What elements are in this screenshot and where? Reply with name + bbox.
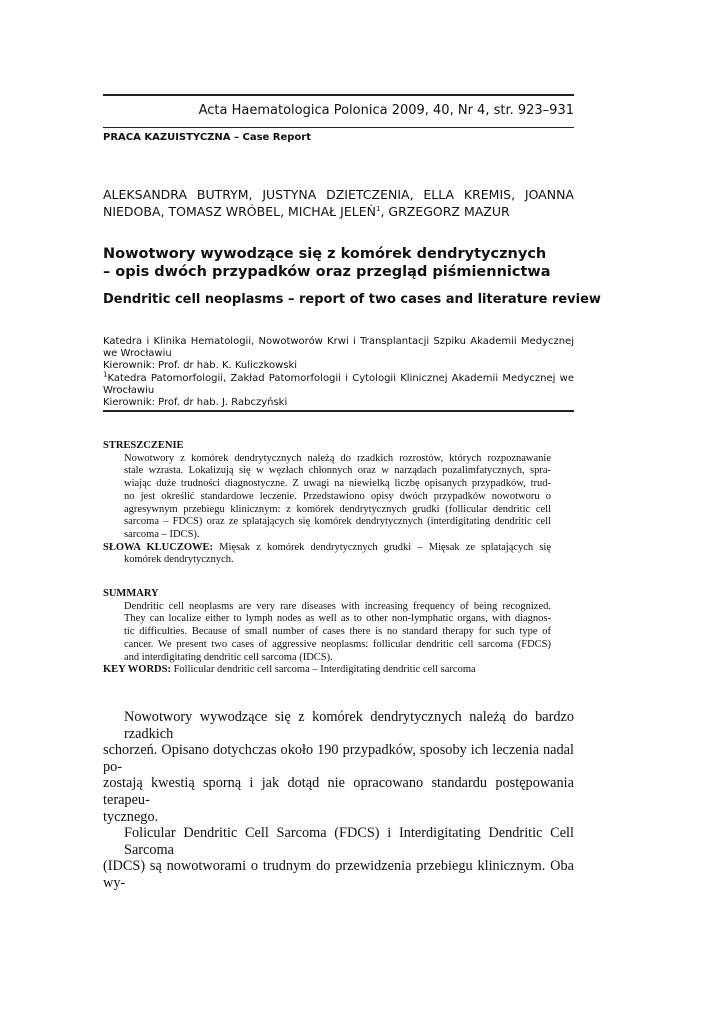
body-line: (IDCS) są nowotworami o trudnym do przewidzenia przebiegu klinicznym. Oba wy-	[103, 858, 574, 891]
affiliation-line: Wrocławiu	[103, 384, 155, 396]
article-title-english: Dendritic cell neoplasms – report of two cases and literature review	[103, 292, 601, 307]
summary-line: tic difficulties. Because of small number of cases there is no standard therapy for such type of	[124, 626, 551, 638]
abstract-line: no jest określić standardowe leczenie. Przedstawiono opisy dwóch przypadków nowotworu o	[124, 490, 551, 502]
affiliation-line: we Wrocławiu	[103, 348, 172, 360]
author-line-2: NIEDOBA, TOMASZ WRÓBEL, MICHAŁ JELEŃ$^1$, GRZEGORZ MAZUR	[103, 204, 510, 219]
author-line-1: ALEKSANDRA BUTRYM, JUSTYNA DZIETCZENIA, ELLA KREMIS, JOANNA	[103, 187, 574, 202]
streszczenie-text	[103, 453, 551, 542]
summary-line: and interdigitating dendritic cell sarcoma (IDCS).	[124, 651, 333, 663]
body-line: schorzeń. Opisano dotychczas około 190 przypadków, sposoby ich leczenia nadal po-	[103, 742, 574, 775]
streszczenie-section	[103, 440, 551, 567]
header-bottom-rule	[103, 127, 574, 128]
summary-line: They can localize either to lymph nodes as well as to other non-lymphatic organs, with diagnos-	[124, 613, 551, 625]
section-label: PRACA KAZUISTYCZNA – Case Report	[103, 132, 312, 143]
summary-text	[103, 601, 551, 665]
header-top-rule	[103, 94, 574, 96]
summary-line: Dendritic cell neoplasms are very rare diseases with increasing frequency of being recognized.	[124, 600, 551, 612]
author-list	[103, 186, 574, 220]
abstract-line: wiając duże trudności diagnostyczne. Z uwagi na niewielką liczbę opisanych przypadków, trud-	[124, 478, 551, 490]
body-line: Folicular Dendritic Cell Sarcoma (FDCS) i Interdigitating Dendritic Cell Sarcoma	[124, 825, 574, 858]
english-keywords: KEY WORDS: Follicular dendritic cell sarcoma – Interdigitating dendritic cell sarcoma	[103, 664, 476, 676]
streszczenie-heading: STRESZCZENIE	[103, 440, 184, 451]
affiliation-head: Kierownik: Prof. dr hab. J. Rabczyński	[103, 397, 288, 409]
summary-section	[103, 588, 551, 677]
polish-keywords: SŁOWA KLUCZOWE: Mięsak z komórek dendrytycznych grudki – Mięsak ze splatających się	[103, 541, 551, 553]
journal-reference: Acta Haematologica Polonica 2009, 40, Nr 4, str. 923–931	[198, 103, 574, 118]
article-title-polish: Nowotwory wywodzące się z komórek dendrytycznych – opis dwóch przypadków oraz przegląd piśmiennictwa	[103, 246, 551, 280]
abstract-line: stale wzrasta. Lokalizują się w węzłach chłonnych oraz w narządach pozalimfatycznych, spra-	[124, 465, 551, 477]
abstract-line: Nowotwory z komórek dendrytycznych należą do rzadkich rozrostów, których rozpoznawanie	[124, 452, 551, 464]
affiliation-head: Kierownik: Prof. dr hab. K. Kuliczkowski	[103, 360, 298, 372]
body-line: Nowotwory wywodzące się z komórek dendrytycznych należą do bardzo rzadkich	[124, 709, 574, 742]
abstract-line: sarcoma – IDCS).	[124, 528, 200, 540]
body-text	[103, 709, 574, 892]
affiliation-line: Katedra i Klinika Hematologii, Nowotworów Krwi i Transplantacji Szpiku Akademii Medycznej	[103, 336, 574, 347]
affiliation-line: $^1$Katedra Patomorfologii, Zakład Patomorfologii i Cytologii Klinicznej Akademii Medycznej we	[103, 370, 574, 384]
summary-heading: SUMMARY	[103, 588, 159, 599]
summary-line: cancer. We present two cases of aggressive neoplasms: follicular dendritic cell sarcoma (FDCS)	[124, 638, 551, 650]
body-line: zostają kwestią sporną i jak dotąd nie opracowano standardu postępowania terapeu-	[103, 775, 574, 808]
body-line: tycznego.	[103, 808, 159, 825]
polish-keywords-cont: komórek dendrytycznych.	[124, 554, 234, 566]
abstract-line: sarcoma – FDCS) oraz ze splatających się komórek dendrytycznych (interdigitating dendritic cell	[124, 516, 551, 528]
affiliations-bottom-rule	[103, 410, 574, 412]
affiliations	[103, 336, 574, 409]
abstract-line: agresywnym przebiegu klinicznym: z komórek dendrytycznych grudki (follicular dendritic cell	[124, 503, 551, 515]
